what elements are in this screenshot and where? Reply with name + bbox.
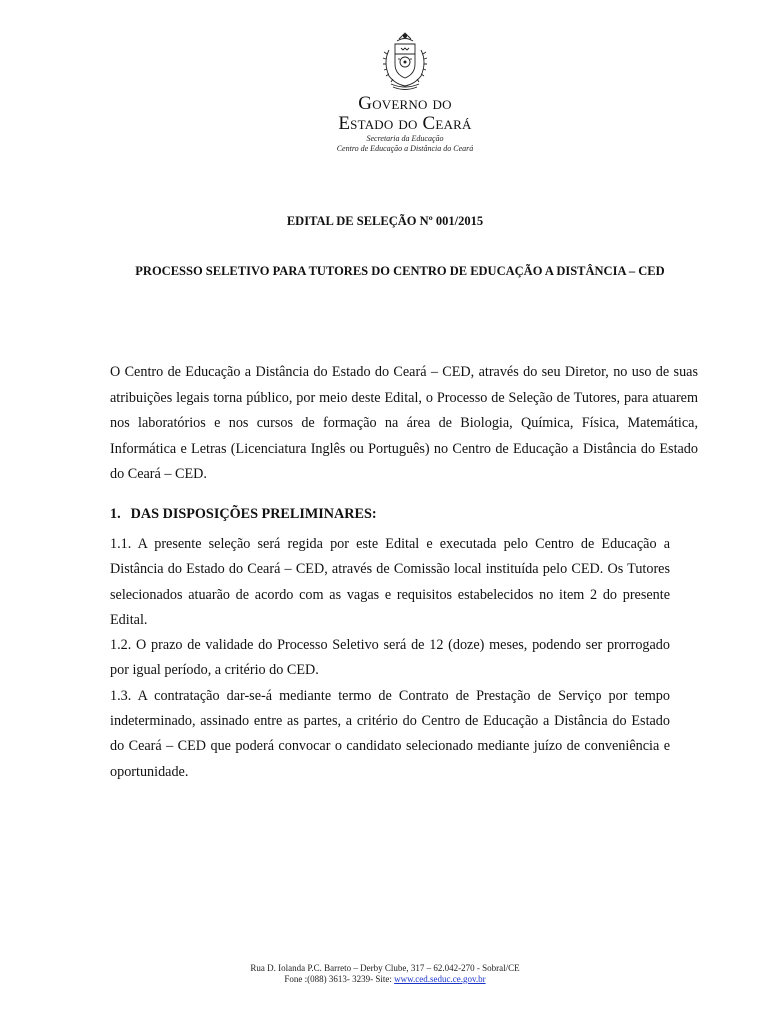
- footer-contact: [0, 974, 770, 985]
- footer-phone: Fone :(088) 3613- 3239- Site:: [284, 974, 395, 984]
- letterhead: [300, 30, 510, 154]
- footer-address: Rua D. Iolanda P.C. Barreto – Derby Clube, 317 – 62.042-270 - Sobral/CE: [250, 963, 520, 973]
- clause-1-1: 1.1. A presente seleção será regida por este Edital e executada pelo Centro de Educação a Distância do Estado do Ceará – CED, através de Comissão local instituída pelo CED. Os Tutores selecionados atuarão de acordo com as vagas e requisitos estabelecidos no item 2 do presente Edital.: [110, 536, 670, 628]
- section-1-number: 1.: [110, 506, 121, 522]
- intro-paragraph: O Centro de Educação a Distância do Estado do Ceará – CED, através do seu Diretor, no uso de suas atribuições legais torna público, por meio deste Edital, o Processo de Seleção de Tutores, para atuarem nos laboratórios e nos cursos de formação na área de Biologia, Química, Física, Matemática, Informática e Letras (Licenciatura Inglês ou Português) no Centro de Educação a Distância do Estado do Ceará – CED.: [110, 364, 698, 483]
- letterhead-secretariat: Secretaria da Educação: [366, 134, 444, 143]
- section-1-heading: [110, 506, 377, 523]
- clause-1-3: 1.3. A contratação dar-se-á mediante termo de Contrato de Prestação de Serviço por tempo indeterminado, assinado entre as partes, a critério do Centro de Educação a Distância do Estado do Ceará – CED que poderá convocar o candidato selecionado mediante juízo de conveniência e oportunidade.: [110, 687, 670, 780]
- footer: [0, 963, 770, 985]
- letterhead-state-line: Estado do Ceará: [338, 113, 472, 134]
- footer-site-link[interactable]: www.ced.seduc.ce.gov.br: [394, 974, 486, 984]
- clause-1-2: 1.2. O prazo de validade do Processo Seletivo será de 12 (doze) meses, podendo ser prorrogado por igual período, a critério do CED.: [110, 637, 670, 679]
- process-title: PROCESSO SELETIVO PARA TUTORES DO CENTRO DE EDUCAÇÃO A DISTÂNCIA – CED: [135, 264, 665, 278]
- letterhead-center: Centro de Educação a Distância do Ceará: [336, 144, 474, 153]
- section-1-title: DAS DISPOSIÇÕES PRELIMINARES:: [130, 506, 377, 522]
- letterhead-government-line: Governo do: [358, 93, 452, 114]
- coat-of-arms-icon: [379, 30, 431, 92]
- section-1-body: [110, 532, 670, 785]
- edital-title: EDITAL DE SELEÇÃO Nº 001/2015: [286, 214, 484, 228]
